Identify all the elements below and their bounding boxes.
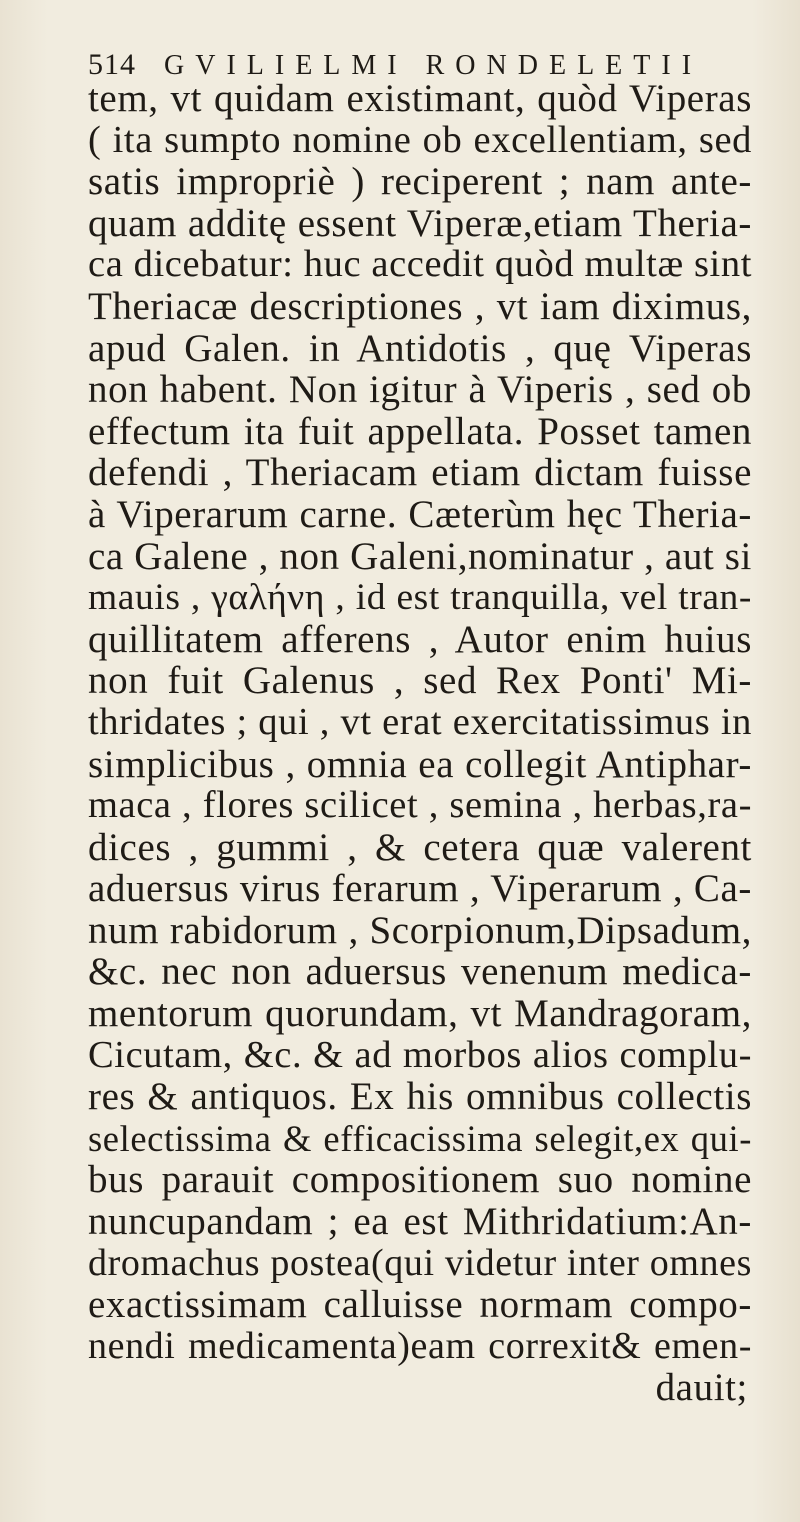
text-line: dices , gummi , & cetera quæ valerent: [88, 825, 752, 869]
text-line: res & antiquos. Ex his omnibus collectis: [88, 1075, 752, 1119]
text-line: Theriacæ descriptiones , vt iam diximus,: [88, 284, 752, 328]
text-line: mentorum quorundam, vt Mandragoram,: [88, 992, 752, 1036]
text-line: nuncupandam ; ea est Mithridatium:An-: [88, 1200, 752, 1244]
text-line: satis impropriè ) reciperent ; nam ante-: [88, 160, 752, 204]
text-line: simplicibus , omnia ea collegit Antiphar-: [88, 742, 752, 786]
text-line: num rabidorum , Scorpionum,Dipsadum,: [88, 908, 752, 952]
text-line: aduersus virus ferarum , Viperarum , Ca-: [88, 867, 752, 911]
body-text: [88, 78, 752, 1409]
text-line: non fuit Galenus , sed Rex Ponti' Mi-: [88, 659, 752, 703]
text-line: nendi medicamenta)eam correxit& emen-: [88, 1324, 752, 1367]
text-line: dauit;: [655, 1366, 748, 1410]
text-line: non habent. Non igitur à Viperis , sed ob: [88, 368, 752, 412]
text-line: defendi , Theriacam etiam dictam fuisse: [88, 451, 752, 495]
text-line: ca dicebatur: huc accedit quòd multæ sint: [88, 243, 752, 286]
text-line: ( ita sumpto nomine ob excellentiam, sed: [88, 118, 752, 161]
text-line: selectissima & efficacissima selegit,ex qui-: [88, 1117, 752, 1159]
text-line: maca , flores scilicet , semina , herbas,ra-: [88, 784, 752, 827]
text-line: bus parauit compositionem suo nomine: [88, 1158, 752, 1202]
text-line: quam additę essent Viperæ,etiam Theria-: [88, 201, 752, 245]
text-line: tem, vt quidam existimant, quòd Viperas: [88, 77, 752, 120]
text-line: &c. nec non aduersus venenum medica-: [88, 950, 752, 994]
text-line: ca Galene , non Galeni,nominatur , aut si: [88, 534, 752, 578]
text-line: dromachus postea(qui videtur inter omnes: [88, 1241, 752, 1284]
text-line: quillitatem afferens , Autor enim huius: [88, 617, 752, 661]
text-line: effectum ita fuit appellata. Posset tamen: [88, 409, 752, 453]
text-line: apud Galen. in Antidotis , quę Viperas: [88, 326, 752, 370]
text-line: mauis , γαλήνη , id est tranquilla, vel tran-: [88, 577, 752, 619]
text-line: Cicutam, &c. & ad morbos alios complu-: [88, 1033, 752, 1076]
running-head: GVILIELMI RONDELETII: [164, 50, 703, 81]
text-line: thridates ; qui , vt erat exercitatissimus in: [88, 700, 752, 743]
page-number: 514: [88, 48, 136, 81]
text-line: exactissimam calluisse normam compo-: [88, 1283, 752, 1327]
text-line: à Viperarum carne. Cæterùm hęc Theria-: [88, 492, 752, 536]
